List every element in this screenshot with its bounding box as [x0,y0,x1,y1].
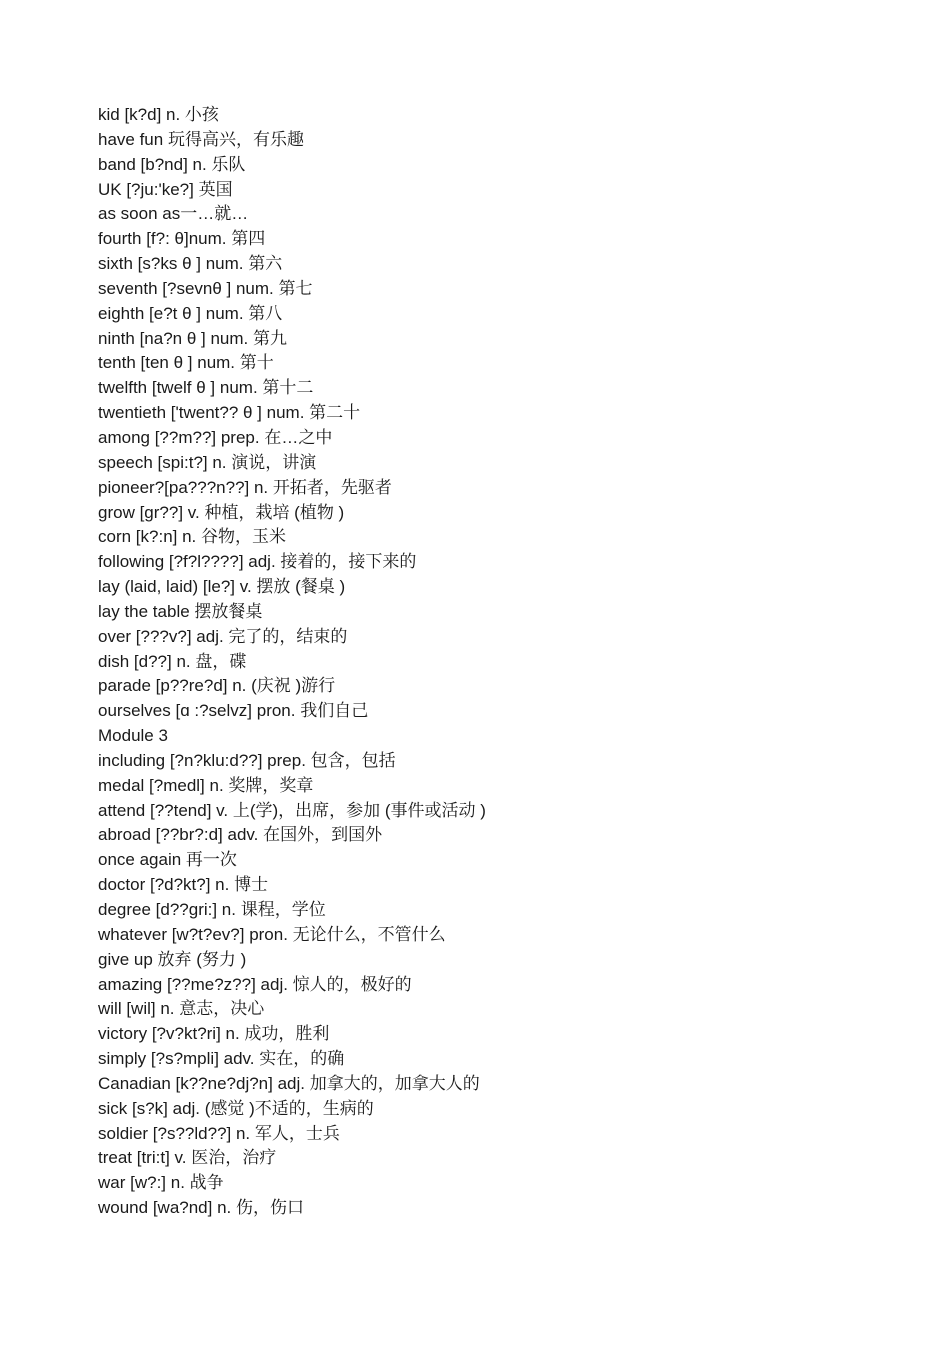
vocab-entry: parade [p??re?d] n. (庆祝 )游行 [98,676,336,696]
vocab-entry: grow [gr??] v. 种植，栽培 (植物 ) [98,502,345,522]
vocab-entry: kid [k?d] n. 小孩 [98,105,219,124]
vocab-entry: seventh [?sevnθ ] num. 第七 [98,278,313,298]
vocab-entry: following [?f?l????] adj. 接着的，接下来的 [98,552,417,572]
vocab-entry: as soon as一…就… [98,204,249,224]
vocab-entry: simply [?s?mpli] adv. 实在，的确 [98,1049,345,1069]
vocab-entry: tenth [ten θ ] num. 第十 [98,353,274,373]
vocab-entry: UK [?ju:'ke?] 英国 [98,179,233,199]
vocab-entry: ourselves [ɑ :?selvz] pron. 我们自己 [98,701,369,721]
vocab-entry: whatever [w?t?ev?] pron. 无论什么，不管什么 [98,924,446,944]
vocab-entry: including [?n?klu:d??] prep. 包含，包括 [98,750,396,770]
vocab-entry: degree [d??gri:] n. 课程，学位 [98,900,326,919]
vocab-entry: will [wil] n. 意志，决心 [98,999,265,1019]
vocab-entry: once again 再一次 [98,850,237,870]
vocab-entry: ninth [na?n θ ] num. 第九 [98,328,287,348]
vocab-entry: war [w?:] n. 战争 [98,1173,224,1193]
vocab-entry: give up 放弃 (努力 ) [98,949,247,969]
vocab-entry: victory [?v?kt?ri] n. 成功，胜利 [98,1024,330,1044]
vocab-entry: lay the table 摆放餐桌 [98,601,263,621]
vocab-entry: band [b?nd] n. 乐队 [98,154,246,174]
vocab-entry: have fun 玩得高兴，有乐趣 [98,129,304,149]
vocab-entry: over [???v?] adj. 完了的，结束的 [98,626,348,646]
vocab-entry: corn [k?:n] n. 谷物，玉米 [98,527,286,547]
module-heading: Module 3 [98,726,168,746]
vocab-entry: treat [tri:t] v. 医治，治疗 [98,1148,277,1168]
vocab-entry: speech [spi:t?] n. 演说，讲演 [98,452,317,472]
vocab-entry: soldier [?s??ld??] n. 军人，士兵 [98,1123,340,1143]
vocab-entry: medal [?medl] n. 奖牌，奖章 [98,775,314,795]
vocab-entry: twentieth ['twent?? θ ] num. 第二十 [98,403,361,423]
vocab-entry: attend [??tend] v. 上(学)，出席，参加 (事件或活动 ) [98,800,486,820]
vocab-entry: among [??m??] prep. 在…之中 [98,427,333,447]
vocab-entry: pioneer?[pa???n??] n. 开拓者，先驱者 [98,477,392,497]
vocab-entry: eighth [e?t θ ] num. 第八 [98,303,283,323]
vocab-entry: lay (laid, laid) [le?] v. 摆放 (餐桌 ) [98,577,346,597]
vocab-entry: sick [s?k] adj. (感觉 )不适的，生病的 [98,1098,374,1118]
vocab-entry: doctor [?d?kt?] n. 博士 [98,875,269,895]
vocab-entry: amazing [??me?z??] adj. 惊人的，极好的 [98,974,412,994]
vocab-entry: abroad [??br?:d] adv. 在国外，到国外 [98,825,383,845]
vocabulary-list [98,103,858,1221]
vocab-entry: dish [d??] n. 盘，碟 [98,651,247,671]
vocab-entry: Canadian [k??ne?dj?n] adj. 加拿大的，加拿大人的 [98,1073,480,1093]
vocab-entry: sixth [s?ks θ ] num. 第六 [98,254,283,274]
vocab-entry: wound [wa?nd] n. 伤，伤口 [98,1198,304,1218]
vocab-entry: twelfth [twelf θ ] num. 第十二 [98,378,314,398]
vocab-entry: fourth [f?: θ]num. 第四 [98,229,266,249]
